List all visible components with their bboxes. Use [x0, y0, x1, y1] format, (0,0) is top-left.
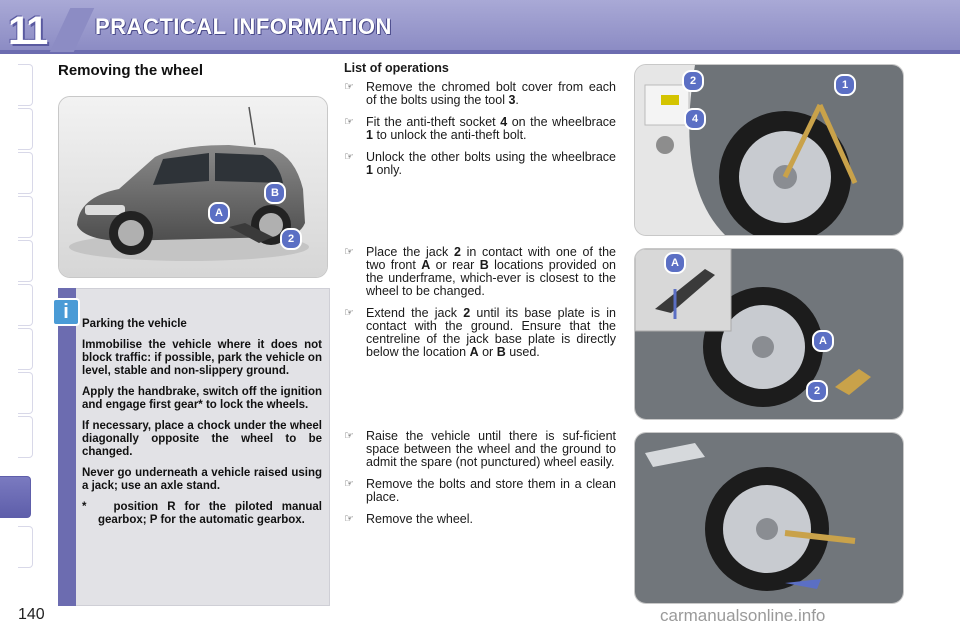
step-bullet-icon: ☞ [344, 81, 354, 93]
side-tab-7[interactable] [18, 328, 33, 370]
chapter-number: 11 [8, 9, 47, 53]
bolts-photo [635, 433, 903, 603]
step-bullet-icon: ☞ [344, 430, 354, 442]
info-box-text [82, 318, 322, 535]
car-label-b: B [264, 182, 286, 204]
car-label-2: 2 [280, 228, 302, 250]
info-icon: i [52, 298, 80, 326]
operation-step-1: ☞ Remove the chromed bolt cover from each of the bolts using the tool 3. [344, 80, 616, 107]
operation-step-5: ☞ Extend the jack 2 until its base plate is in contact with the ground. Ensure that the centreline of the jack base plate is directly below the location A or B used. [344, 306, 616, 359]
jack-photo [635, 249, 903, 419]
photo2-label-2: 2 [806, 380, 828, 402]
photo1-label-1: 1 [834, 74, 856, 96]
watermark: carmanualsonline.info [660, 606, 826, 625]
side-tab-3[interactable] [18, 152, 33, 194]
car-illustration [58, 96, 328, 278]
photo2-label-a-top: A [664, 252, 686, 274]
side-tab-4[interactable] [18, 196, 33, 238]
page-number: 140 [18, 606, 45, 623]
operation-step-2: ☞ Fit the anti-theft socket 4 on the wheelbrace 1 to unlock the anti-theft bolt. [344, 115, 616, 142]
side-tab-12[interactable] [18, 526, 33, 568]
photo2-label-a: A [812, 330, 834, 352]
step-bullet-icon: ☞ [344, 151, 354, 163]
step-bullet-icon: ☞ [344, 116, 354, 128]
step-bullet-icon: ☞ [344, 307, 354, 319]
chapter-side-tabs [0, 64, 34, 574]
info-paragraph-4: Never go underneath a vehicle raised using a jack; use an axle stand. [82, 467, 322, 492]
operations-title: List of operations [344, 61, 449, 75]
side-tab-2[interactable] [18, 108, 33, 150]
section-title: Removing the wheel [58, 62, 204, 79]
photo1-label-2: 2 [682, 70, 704, 92]
side-tab-8[interactable] [18, 372, 33, 414]
operations-list-middle [344, 246, 616, 368]
photo-remove-bolts [634, 432, 904, 604]
operation-step-4: ☞ Place the jack 2 in contact with one of the two front A or rear B locations provided on the underframe, which-ever is closest to the wheel to be changed. [344, 245, 617, 298]
chapter-title: PRACTICAL INFORMATION [95, 14, 392, 39]
side-tab-6[interactable] [18, 284, 33, 326]
operations-list-bottom [344, 430, 616, 535]
side-tab-active[interactable] [0, 476, 31, 518]
operation-step-3: ☞ Unlock the other bolts using the wheelbrace 1 only. [344, 150, 616, 177]
wheelbrace-photo [635, 65, 903, 235]
step-bullet-icon: ☞ [344, 513, 354, 525]
info-paragraph-2: Apply the handbrake, switch off the ignition and engage first gear* to lock the wheels. [82, 386, 322, 411]
side-tab-9[interactable] [18, 416, 33, 458]
info-heading: Parking the vehicle [82, 318, 187, 330]
info-paragraph-1: Immobilise the vehicle where it does not block traffic: if possible, park the vehicle on level, stable and non-slippery ground. [82, 339, 322, 377]
step-bullet-icon: ☞ [344, 246, 354, 258]
photo-unlock-bolts [634, 64, 904, 236]
header-rule [0, 50, 960, 54]
photo1-label-4: 4 [684, 108, 706, 130]
info-box-strip [58, 288, 76, 606]
car-drawing [59, 97, 327, 277]
operation-step-6: ☞ Raise the vehicle until there is suf-ficient space between the wheel and the ground to admit the spare (not punctured) wheel easily. [344, 429, 616, 469]
step-bullet-icon: ☞ [344, 478, 354, 490]
info-paragraph-3: If necessary, place a chock under the wheel diagonally opposite the wheel to be changed. [82, 420, 322, 458]
side-tab-5[interactable] [18, 240, 33, 282]
side-tab-1[interactable] [18, 64, 33, 106]
car-label-a: A [208, 202, 230, 224]
operations-list-top [344, 62, 616, 186]
operation-step-7: ☞ Remove the bolts and store them in a clean place. [344, 477, 616, 504]
operation-step-8: ☞ Remove the wheel. [344, 512, 474, 526]
info-footnote: * position R for the piloted manual gearbox; P for the automatic gearbox. [82, 501, 323, 526]
